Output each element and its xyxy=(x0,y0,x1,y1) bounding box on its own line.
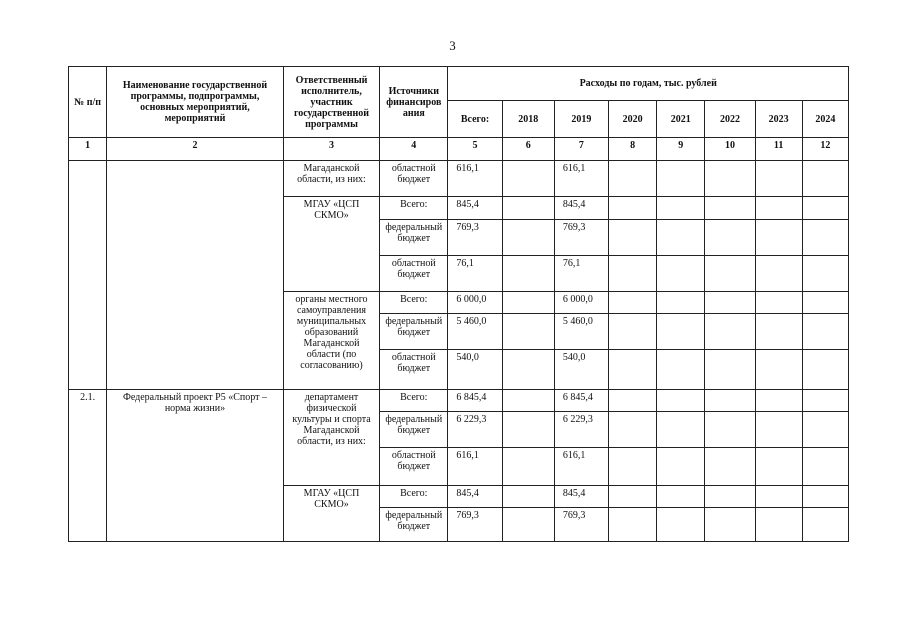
total-value: 76,1 xyxy=(448,256,502,292)
source-cell: федеральный бюджет xyxy=(380,220,448,256)
year-2019-value: 845,4 xyxy=(554,197,608,220)
column-number: 12 xyxy=(802,138,848,161)
source-cell: областной бюджет xyxy=(380,448,448,486)
page-number: 3 xyxy=(449,38,456,53)
column-number: 5 xyxy=(448,138,502,161)
project-name: Федеральный проект Р5 «Спорт – норма жизни» xyxy=(107,390,284,542)
empty-name-cell xyxy=(107,161,284,390)
header-name: Наименование государственной программы, подпрограммы, основных мероприятий, мероприятий xyxy=(107,67,284,138)
column-numbers-row xyxy=(69,138,849,161)
year-2019-value: 769,3 xyxy=(554,220,608,256)
source-cell: областной бюджет xyxy=(380,350,448,390)
header-year: 2022 xyxy=(705,101,755,138)
column-number: 7 xyxy=(554,138,608,161)
total-value: 6 229,3 xyxy=(448,412,502,448)
empty-no-cell xyxy=(69,161,107,390)
column-number: 3 xyxy=(283,138,379,161)
total-value: 769,3 xyxy=(448,508,502,542)
year-2019-value: 6 229,3 xyxy=(554,412,608,448)
source-cell: областной бюджет xyxy=(380,161,448,197)
total-value: 616,1 xyxy=(448,448,502,486)
row-number: 2.1. xyxy=(69,390,107,542)
responsible-cell: департамент физической культуры и спорта Магаданской области, из них: xyxy=(283,390,379,486)
source-cell: федеральный бюджет xyxy=(380,412,448,448)
year-2019-value: 76,1 xyxy=(554,256,608,292)
header-year: 2019 xyxy=(554,101,608,138)
responsible-cell: Магаданской области, из них: xyxy=(283,161,379,197)
column-number: 8 xyxy=(609,138,657,161)
column-number: 2 xyxy=(107,138,284,161)
total-value: 540,0 xyxy=(448,350,502,390)
budget-table xyxy=(68,66,849,542)
column-number: 6 xyxy=(502,138,554,161)
source-cell: Всего: xyxy=(380,390,448,412)
column-number: 9 xyxy=(657,138,705,161)
total-value: 845,4 xyxy=(448,197,502,220)
total-value: 6 845,4 xyxy=(448,390,502,412)
year-2019-value: 6 845,4 xyxy=(554,390,608,412)
header-sources: Источники финансиров ания xyxy=(380,67,448,138)
header-responsible: Ответственный исполнитель, участник государственной программы xyxy=(283,67,379,138)
total-value: 845,4 xyxy=(448,486,502,508)
source-cell: Всего: xyxy=(380,292,448,314)
total-value: 616,1 xyxy=(448,161,502,197)
source-cell: областной бюджет xyxy=(380,256,448,292)
column-number: 1 xyxy=(69,138,107,161)
year-2019-value: 845,4 xyxy=(554,486,608,508)
header-no: № п/п xyxy=(69,67,107,138)
responsible-cell: органы местного самоуправления муниципальных образований Магаданской области (по согласованию) xyxy=(283,292,379,390)
year-2019-value: 540,0 xyxy=(554,350,608,390)
responsible-cell: МГАУ «ЦСП СКМО» xyxy=(283,486,379,542)
year-2019-value: 616,1 xyxy=(554,448,608,486)
header-total: Всего: xyxy=(448,101,502,138)
source-cell: Всего: xyxy=(380,197,448,220)
header-year: 2020 xyxy=(609,101,657,138)
total-value: 5 460,0 xyxy=(448,314,502,350)
header-year: 2021 xyxy=(657,101,705,138)
year-2019-value: 616,1 xyxy=(554,161,608,197)
header-expenses: Расходы по годам, тыс. рублей xyxy=(448,67,849,101)
header-year: 2018 xyxy=(502,101,554,138)
header-year: 2023 xyxy=(755,101,802,138)
header-year: 2024 xyxy=(802,101,848,138)
column-number: 11 xyxy=(755,138,802,161)
column-number: 4 xyxy=(380,138,448,161)
total-value: 769,3 xyxy=(448,220,502,256)
source-cell: Всего: xyxy=(380,486,448,508)
column-number: 10 xyxy=(705,138,755,161)
total-value: 6 000,0 xyxy=(448,292,502,314)
year-2019-value: 6 000,0 xyxy=(554,292,608,314)
table-row xyxy=(69,390,849,412)
year-2019-value: 769,3 xyxy=(554,508,608,542)
source-cell: федеральный бюджет xyxy=(380,314,448,350)
responsible-cell: МГАУ «ЦСП СКМО» xyxy=(283,197,379,292)
source-cell: федеральный бюджет xyxy=(380,508,448,542)
table-row xyxy=(69,161,849,197)
header-row xyxy=(69,67,849,101)
year-2019-value: 5 460,0 xyxy=(554,314,608,350)
